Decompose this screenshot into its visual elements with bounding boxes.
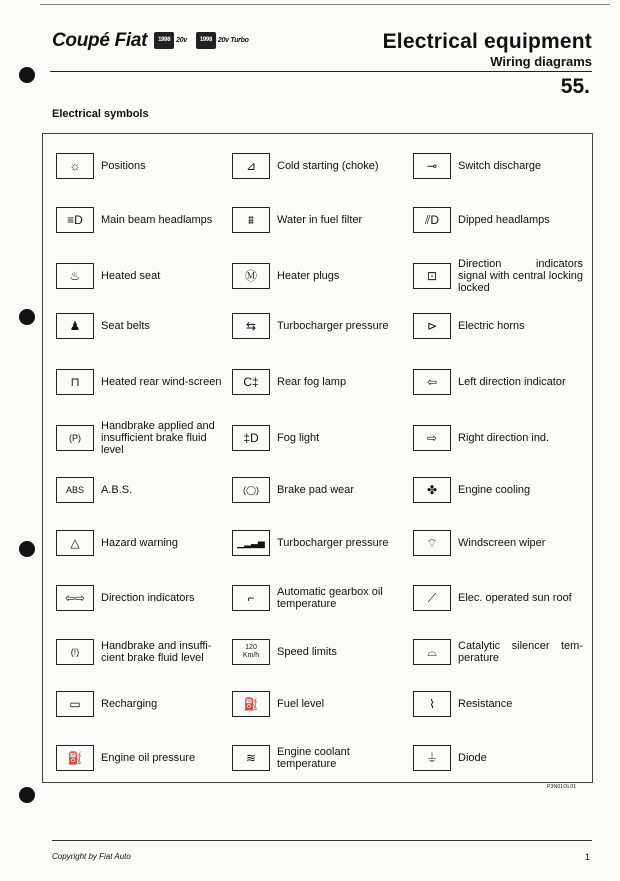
handbrake-fluid-icon: (P) — [56, 425, 94, 451]
brake-pad-wear-icon: (◯) — [232, 477, 270, 503]
symbol-label: Heater plugs — [277, 270, 340, 282]
right-arrow-icon: ⇨ — [413, 425, 451, 451]
rear-fog-lamp-icon: C‡ — [232, 369, 270, 395]
brand-name: Coupé Fiat — [52, 30, 148, 51]
central-locking-icon: ⊡ — [413, 263, 451, 289]
symbol-entry — [56, 360, 228, 404]
symbol-label: A.B.S. — [101, 484, 133, 496]
symbol-label: Heated rear wind-screen — [101, 376, 222, 388]
symbol-entry — [232, 360, 404, 404]
catalytic-temp-icon: ⌓ — [413, 639, 451, 665]
fuel-level-icon: ⛽ — [232, 691, 270, 717]
binder-hole-2 — [19, 309, 35, 325]
symbol-entry — [56, 306, 228, 346]
direction-indicators-icon: ⇦⇨ — [56, 585, 94, 611]
copyright: Copyright by Fiat Auto — [52, 852, 131, 861]
symbol-label: Fog light — [277, 432, 320, 444]
symbol-label: Resistance — [458, 698, 513, 710]
symbol-label: Windscreen wiper — [458, 537, 546, 549]
symbol-entry — [56, 738, 228, 778]
coolant-temp-icon: ≋ — [232, 745, 270, 771]
symbol-entry — [413, 470, 583, 510]
symbol-entry — [56, 470, 228, 510]
symbol-label: Speed limits — [277, 646, 337, 658]
resistor-icon: ⌇ — [413, 691, 451, 717]
symbol-label: Handbrake and insuffi-cient brake fluid level — [101, 640, 212, 664]
fog-light-icon: ‡D — [232, 425, 270, 451]
seat-belt-icon: ♟ — [56, 313, 94, 339]
symbol-label: Heated seat — [101, 270, 161, 282]
symbol-label: Recharging — [101, 698, 158, 710]
symbol-label: Brake pad wear — [277, 484, 355, 496]
symbol-entry — [232, 470, 404, 510]
symbol-label: Cold starting (choke) — [277, 160, 379, 172]
symbol-label: Handbrake applied and insufficient brake fluid level — [101, 420, 215, 456]
hazard-warning-icon: △ — [56, 530, 94, 556]
symbol-label: Fuel level — [277, 698, 325, 710]
symbol-entry — [56, 576, 228, 620]
reference-code: P3N01OL01 — [547, 784, 577, 790]
variant-1: 20v — [176, 37, 187, 45]
heated-seat-icon: ♨ — [56, 263, 94, 289]
symbol-entry — [232, 254, 404, 298]
horn-icon: ⊳ — [413, 313, 451, 339]
speed-limits-icon: 120 Km/h — [232, 639, 270, 665]
symbol-label: Electric horns — [458, 320, 525, 332]
symbol-entry — [413, 738, 583, 778]
symbol-label: Turbocharger pressure — [277, 537, 389, 549]
symbol-label: Rear fog lamp — [277, 376, 347, 388]
handbrake-warning-icon: (!) — [56, 639, 94, 665]
diode-icon: ⏚ — [413, 745, 451, 771]
symbol-entry — [232, 200, 404, 240]
symbol-entry — [232, 684, 404, 724]
symbol-entry — [413, 576, 583, 620]
symbol-label: Water in fuel filter — [277, 214, 363, 226]
symbol-label: Elec. operated sun roof — [458, 592, 572, 604]
symbol-entry — [413, 306, 583, 346]
top-rule — [40, 4, 610, 5]
binder-hole-1 — [19, 67, 35, 83]
symbol-entry — [413, 146, 583, 186]
positions-lamp-icon: ☼ — [56, 153, 94, 179]
subsection-title: Wiring diagrams — [490, 54, 592, 69]
engine-badge-1: 1998 — [154, 32, 174, 49]
symbol-label: Catalytic silencer tem-perature — [458, 640, 583, 664]
sunroof-icon: ⟋ — [413, 585, 451, 611]
footer-page-number: 1 — [585, 852, 591, 862]
binder-hole-4 — [19, 787, 35, 803]
symbol-entry — [56, 684, 228, 724]
main-beam-icon: ≡D — [56, 207, 94, 233]
symbol-entry — [232, 146, 404, 186]
dipped-headlamps-icon: ⫽D — [413, 207, 451, 233]
symbol-label: Engine oil pressure — [101, 752, 196, 764]
wiper-icon: ⌔ — [413, 530, 451, 556]
heated-rear-screen-icon: ⊓ — [56, 369, 94, 395]
symbol-entry — [413, 413, 583, 463]
symbol-entry — [413, 684, 583, 724]
section-title: Electrical equipment — [382, 30, 592, 53]
symbol-entry — [56, 413, 228, 463]
symbol-entry — [56, 630, 228, 674]
choke-icon: ⊿ — [232, 153, 270, 179]
symbol-label: Hazard warning — [101, 537, 179, 549]
oil-can-icon: ⛽ — [56, 745, 94, 771]
symbol-label: Right direction ind. — [458, 432, 550, 444]
heater-plugs-icon: Ⓜ — [232, 263, 270, 289]
section-page-number: 55. — [560, 75, 590, 98]
symbol-entry — [232, 630, 404, 674]
symbol-entry — [232, 413, 404, 463]
symbol-entry — [232, 306, 404, 346]
symbol-entry — [56, 146, 228, 186]
symbol-label: Positions — [101, 160, 146, 172]
symbol-entry — [413, 630, 583, 674]
fan-icon: ✤ — [413, 477, 451, 503]
binder-hole-3 — [19, 541, 35, 557]
symbol-entry — [413, 523, 583, 563]
symbol-label: Direction indicators — [101, 592, 195, 604]
battery-icon: ▭ — [56, 691, 94, 717]
symbol-label: Engine cooling — [458, 484, 531, 496]
symbol-label: Turbocharger pressure — [277, 320, 389, 332]
turbo-gauge-icon: ▁▂▃▅ — [232, 530, 270, 556]
symbol-entry — [413, 200, 583, 240]
abs-icon: ABS — [56, 477, 94, 503]
engine-badge-2: 1998 — [196, 32, 216, 49]
symbol-label: Left direction indicator — [458, 376, 566, 388]
header-rule — [50, 71, 592, 72]
symbol-entry — [413, 360, 583, 404]
turbo-pressure-icon: ⇆ — [232, 313, 270, 339]
symbol-entry — [56, 523, 228, 563]
symbol-label: Seat belts — [101, 320, 150, 332]
footer-rule — [52, 840, 592, 841]
symbol-entry — [413, 254, 583, 298]
switch-discharge-icon: ⊸ — [413, 153, 451, 179]
left-arrow-icon: ⇦ — [413, 369, 451, 395]
symbol-entry — [232, 738, 404, 778]
gearbox-oil-temp-icon: ⌐ — [232, 585, 270, 611]
symbol-label: Switch discharge — [458, 160, 542, 172]
symbol-label: Direction indicators signal with central locking locked — [458, 258, 583, 294]
symbol-label: Automatic gearbox oil temperature — [277, 586, 383, 610]
brand-title — [52, 30, 251, 52]
symbol-entry — [56, 254, 228, 298]
symbol-entry — [56, 200, 228, 240]
symbol-label: Dipped headlamps — [458, 214, 550, 226]
symbol-label: Engine coolant temperature — [277, 746, 350, 770]
variant-2: 20v Turbo — [217, 37, 249, 45]
symbol-entry — [232, 576, 404, 620]
symbol-label: Main beam headlamps — [101, 214, 213, 226]
water-in-fuel-icon: ⩩ — [232, 207, 270, 233]
symbol-label: Diode — [458, 752, 487, 764]
symbol-entry — [232, 523, 404, 563]
table-title: Electrical symbols — [52, 108, 149, 120]
